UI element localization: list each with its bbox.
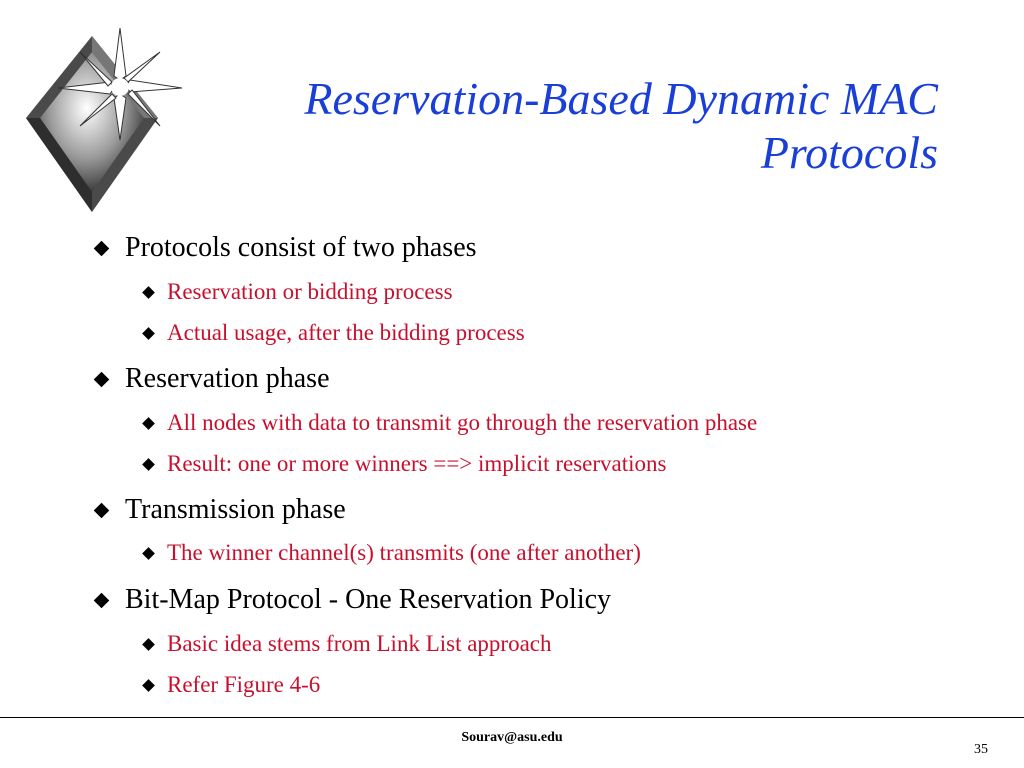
sub-bullet-text: Actual usage, after the bidding process [167,320,525,345]
sub-bullet-item [140,320,525,346]
footer-divider [0,717,1024,718]
footer-email: Sourav@asu.edu [461,730,563,745]
bullet-text: Protocols consist of two phases [125,232,477,263]
diamond-bullet-icon [142,327,155,340]
diamond-bullet-icon [94,371,110,387]
diamond-bullet-icon [94,240,110,256]
sub-bullet-item [140,672,320,698]
title-line-1: Reservation-Based Dynamic MAC [304,73,938,124]
diamond-bullet-icon [142,286,155,299]
bullet-item [92,363,330,395]
sub-bullet-text: All nodes with data to transmit go through the reservation phase [167,410,758,435]
bullet-item [92,232,477,264]
diamond-bullet-icon [142,679,155,692]
bullet-item [92,584,611,616]
diamond-bullet-icon [94,502,110,518]
sub-bullet-text: Refer Figure 4-6 [167,672,321,697]
sub-bullet-item [140,631,552,657]
diamond-bullet-icon [142,638,155,651]
bullet-text: Transmission phase [125,494,346,525]
sub-bullet-item [140,410,757,436]
diamond-bullet-icon [142,547,155,560]
sub-bullet-text: Reservation or bidding process [167,279,453,304]
sub-bullet-text: Result: one or more winners ==> implicit reservations [167,451,667,476]
sub-bullet-item [140,540,641,566]
diamond-bullet-icon [142,458,155,471]
bullet-item [92,494,346,526]
sub-bullet-item [140,279,453,305]
bullet-text: Reservation phase [125,363,330,394]
sub-bullet-text: The winner channel(s) transmits (one after another) [167,540,641,565]
sub-bullet-text: Basic idea stems from Link List approach [167,631,552,656]
diamond-bullet-icon [94,592,110,608]
title-line-2: Protocols [760,127,938,178]
bullet-text: Bit-Map Protocol - One Reservation Policy [125,584,612,615]
page-number: 35 [974,742,988,757]
diamond-bullet-icon [142,417,155,430]
sub-bullet-item [140,451,666,477]
